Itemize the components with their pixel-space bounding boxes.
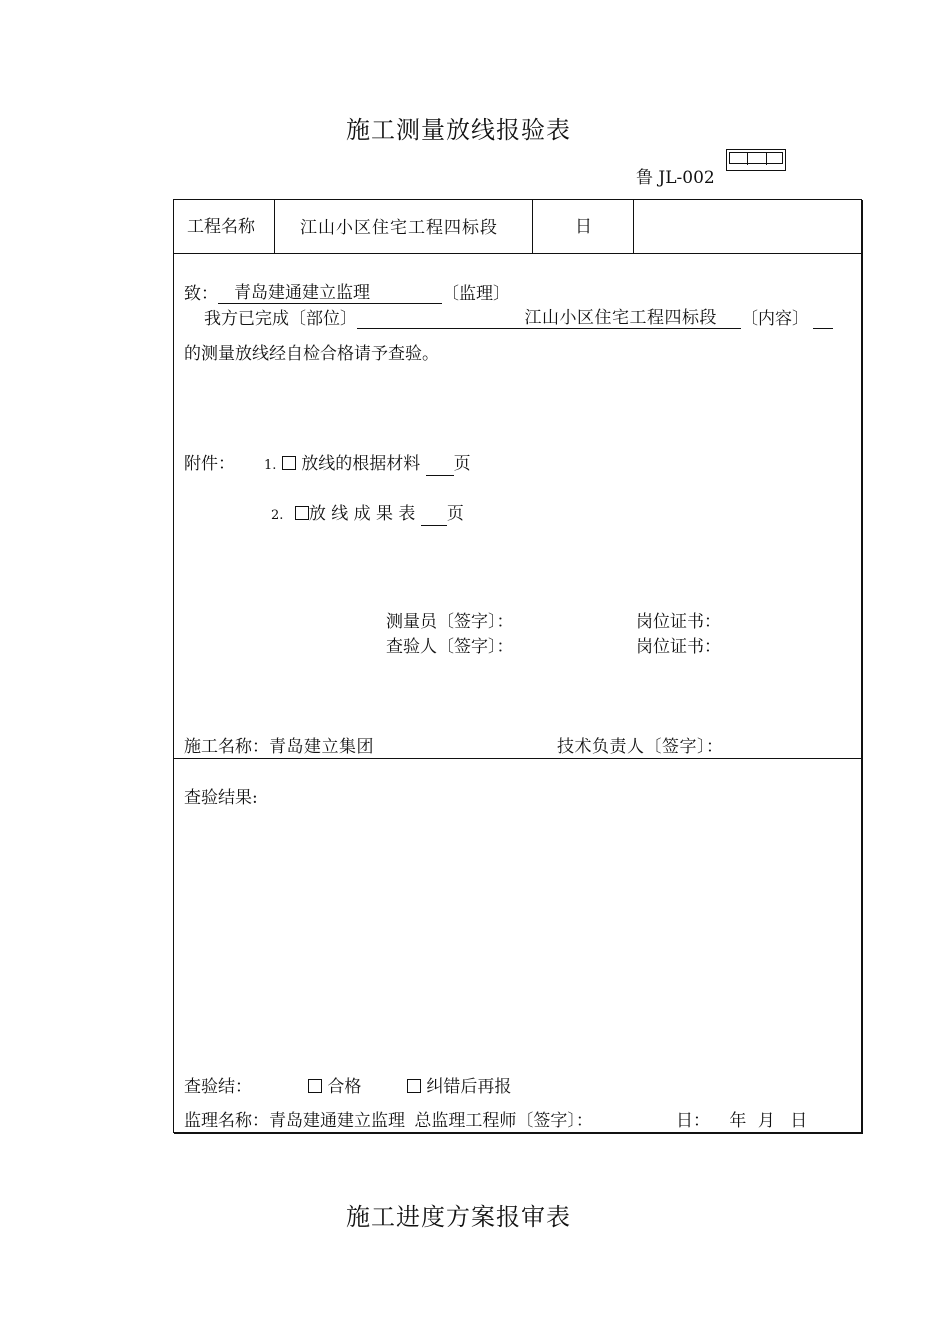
surveyor-signature-label: 测量员〔签字〕： <box>386 612 514 632</box>
supervisor-line <box>184 1111 593 1131</box>
result-date-label: 日： <box>676 1111 710 1131</box>
completed-prefix: 我方已完成〔部位〕 <box>204 309 357 329</box>
section-divider <box>173 758 863 759</box>
attachment-2-pages-blank <box>421 505 447 526</box>
fix-label: 纠错后再报 <box>426 1077 512 1097</box>
result-day: 日 <box>790 1111 808 1131</box>
date-label: 日 <box>575 217 592 237</box>
to-suffix: 〔监理〕 <box>442 284 510 304</box>
result-heading: 查验结果: <box>184 788 258 808</box>
request-line: 的测量放线经自检合格请予查验。 <box>184 344 439 364</box>
header-col-divider-2 <box>532 199 533 253</box>
attachment-1-page-unit: 页 <box>453 454 471 474</box>
attachment-2 <box>271 504 464 526</box>
tech-lead-signature-label: 技术负责人〔签字〕： <box>557 737 724 757</box>
attachment-2-page-unit: 页 <box>446 504 464 524</box>
to-value: 青岛建通建立监理 <box>234 283 370 303</box>
completed-value: 江山小区住宅工程四标段 <box>524 308 717 328</box>
to-underline <box>218 283 442 304</box>
header-col-divider-3 <box>633 199 634 253</box>
project-name-value: 江山小区住宅工程四标段 <box>300 218 498 238</box>
result-date <box>676 1111 807 1131</box>
completed-line <box>204 308 833 329</box>
form-code-box <box>726 149 786 171</box>
next-page-title: 施工进度方案报审表 <box>346 1203 571 1231</box>
result-month: 月 <box>757 1111 775 1131</box>
to-prefix: 致： <box>184 284 218 304</box>
inspector-cert-label: 岗位证书： <box>636 637 721 657</box>
header-divider <box>173 253 863 254</box>
attachment-1-text: 放线的根据材料 <box>301 454 421 474</box>
contractor-label: 施工名称： <box>184 737 269 757</box>
form-code: 鲁 JL-002 <box>636 168 715 188</box>
supervisor-label: 监理名称： <box>184 1111 269 1131</box>
pass-label: 合格 <box>327 1077 362 1097</box>
attachment-1-checkbox[interactable] <box>282 456 296 470</box>
option-pass <box>308 1077 361 1097</box>
contractor-value: 青岛建立集团 <box>269 737 374 757</box>
attachment-1 <box>264 454 471 476</box>
inspector-signature-label: 查验人〔签字〕： <box>386 637 514 657</box>
attachment-1-num: 1. <box>264 458 277 473</box>
completed-tail-underline <box>813 308 833 329</box>
attachment-2-text: 放 线 成 果 表 <box>308 504 416 524</box>
attachment-2-checkbox[interactable] <box>295 506 309 520</box>
attachment-2-num: 2. <box>271 508 284 523</box>
fix-checkbox[interactable] <box>407 1079 421 1093</box>
page-title: 施工测量放线报验表 <box>346 116 571 144</box>
supervisor-value: 青岛建通建立监理 <box>269 1111 405 1131</box>
result-year: 年 <box>729 1111 747 1131</box>
surveyor-cert-label: 岗位证书： <box>636 612 721 632</box>
conclusion-label: 查验结： <box>184 1077 252 1097</box>
attachments-label: 附件： <box>184 454 235 474</box>
contractor-line <box>184 737 374 757</box>
attachment-1-pages-blank <box>426 455 454 476</box>
chief-engineer-label: 总监理工程师〔签字〕： <box>414 1111 593 1131</box>
pass-checkbox[interactable] <box>308 1079 322 1093</box>
option-fix <box>407 1077 511 1097</box>
project-name-label: 工程名称 <box>187 217 255 237</box>
completed-underline <box>357 308 741 329</box>
to-line <box>184 283 510 304</box>
form-frame <box>173 199 862 1133</box>
completed-suffix: 〔内容〕 <box>741 309 809 329</box>
header-col-divider-1 <box>274 199 275 253</box>
